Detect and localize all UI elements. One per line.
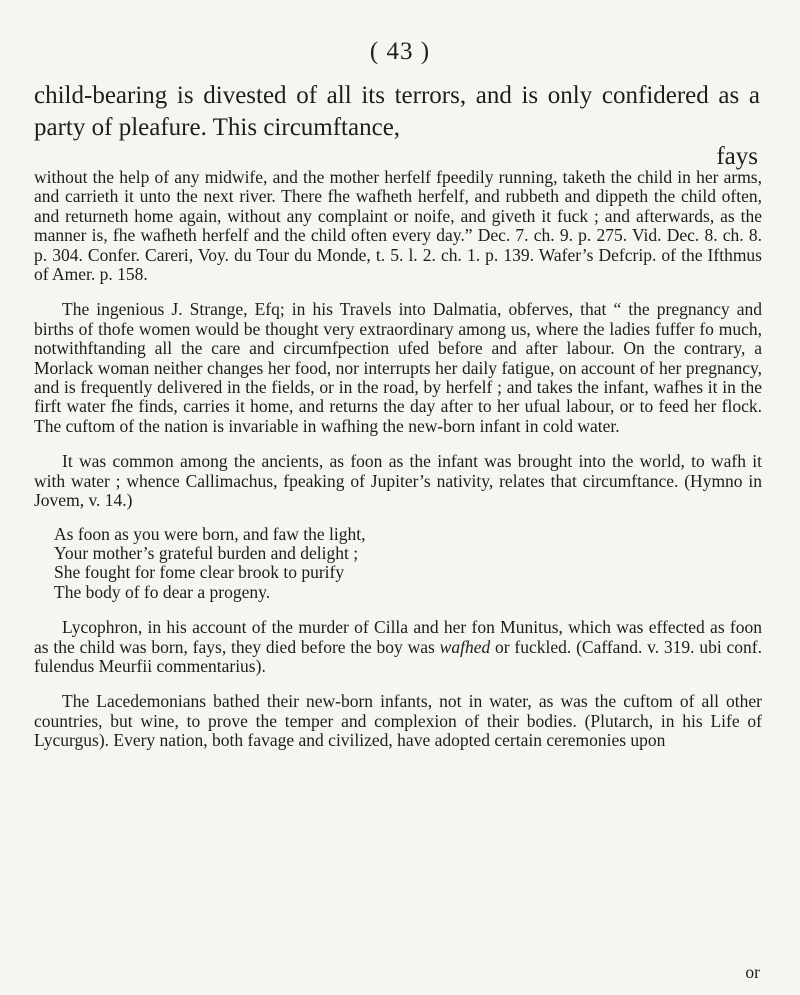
lycophron-text-2: or fuckled. (Caffand. v. 319. ubi conf. fulendus Meurfii commentarius). <box>34 636 762 676</box>
verse-line-2: Your mother’s grateful burden and delight ; <box>54 542 359 563</box>
verse-line-4: The body of fo dear a progeny. <box>54 581 271 602</box>
page-number: ( 43 ) <box>369 38 431 65</box>
lycophron-italic-word: wafhed <box>439 636 491 657</box>
verse-quotation <box>54 525 762 603</box>
paragraph-quote-continuation: without the help of any midwife, and the mother herfelf fpeedily running, taketh the child in her arms, and carrieth it unto the next river. There fhe wafheth herfelf, and rubbeth and dippeth the child often, and returneth home again, without any complaint or noife, and giveth it fuck ; and afterwards, as the manner is, fhe wafheth herfelf and the child often every day.” Dec. 7. ch. 9. p. 275. Vid. Dec. 8. ch. 8. p. 304. Confer. Careri, Voy. du Tour du Monde, t. 5. l. 2. ch. 1. p. 139. Wafer’s Defcrip. of the Ifthmus of Amer. p. 158. <box>34 167 762 285</box>
lead-paragraph: child-bearing is divested of all its terrors, and is only confidered as a party of pleafure. This circumftance, <box>34 82 760 141</box>
lead-text-block <box>34 80 760 144</box>
verse-line-3: She fought for fome clear brook to purify <box>54 562 345 583</box>
paragraph-callimachus: It was common among the ancients, as foon as the infant was brought into the world, to wafh it with water ; whence Callimachus, fpeaking of Jupiter’s nativity, relates that circumftance. (Hymno in Jovem, v. 14.) <box>34 451 762 511</box>
paragraph-strange-travels: The ingenious J. Strange, Efq; in his Travels into Dalmatia, obferves, that “ the pregnancy and births of thofe women would be thought very extraordinary among us, where the ladies fuffer fo much, notwithftanding all the care and circumfpection ufed before and after labour. On the contrary, a Morlack woman neither changes her food, nor interrupts her daily fatigue, on account of her pregnancy, and is frequently delivered in the fields, or in the road, by herfelf ; and takes the infant, wafhes it in the firft water fhe finds, carries it home, and returns the day after to her ufual labour, or to feed her flock. The cuftom of the nation is invariable in wafhing the new-born infant in cold water. <box>34 299 762 436</box>
lycophron-text-1: Lycophron, in his account of the murder of Cilla and her fon Munitus, which was effected as foon as the child was born, fays, they died before the boy was <box>34 617 762 657</box>
body-text <box>34 168 762 751</box>
paragraph-lacedemonians: The Lacedemonians bathed their new-born infants, not in water, as was the cuftom of all other countries, but wine, to prove the temper and complexion of their bodies. (Plutarch, in his Life of Lycurgus). Every nation, both favage and civilized, have adopted certain ceremonies upon <box>34 691 762 751</box>
catchword-bottom: or <box>745 962 760 982</box>
verse-line-1: As foon as you were born, and faw the light, <box>54 523 366 544</box>
paragraph-lycophron <box>34 618 762 676</box>
catchword-top: fays <box>716 143 758 170</box>
